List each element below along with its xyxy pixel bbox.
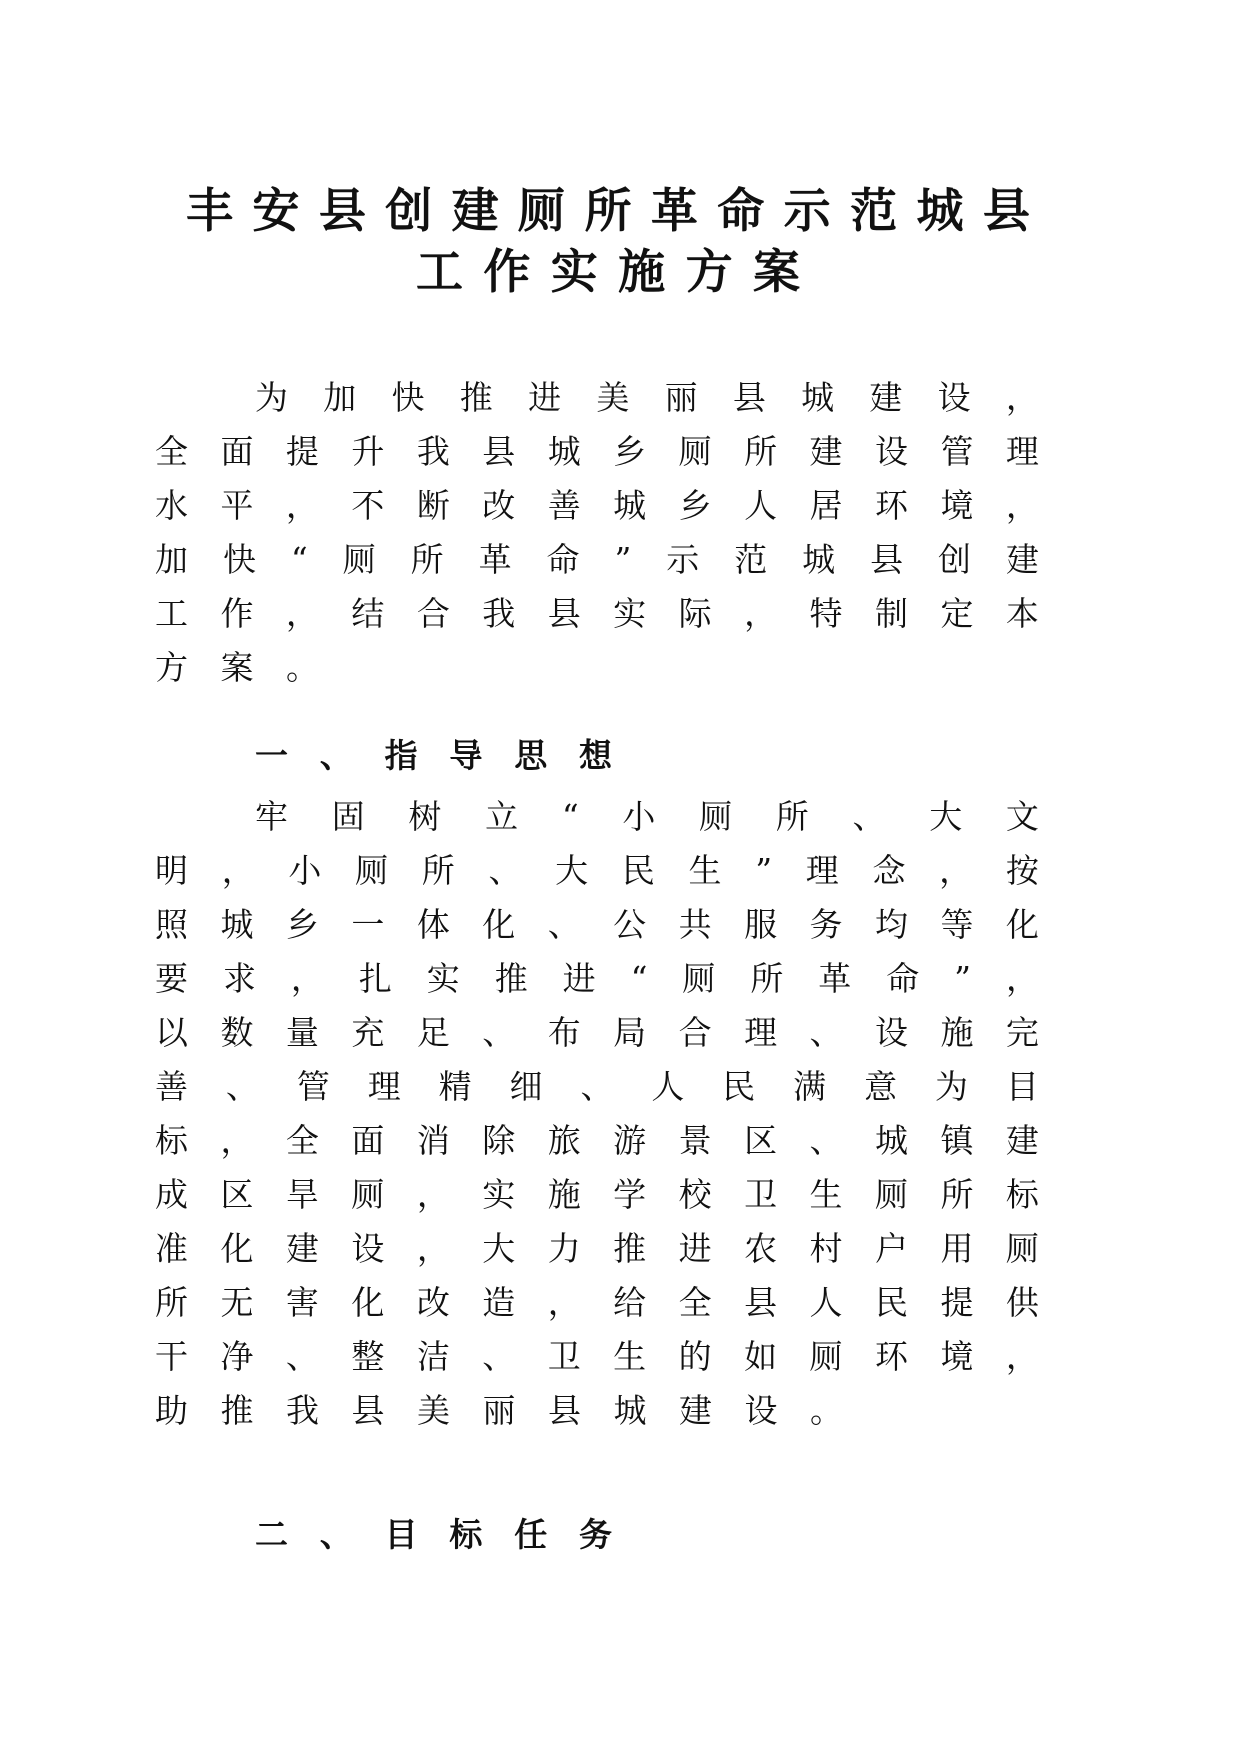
text-char: “ (561, 797, 579, 836)
text-char: 精 (438, 1067, 472, 1106)
text-char: 造 (482, 1283, 516, 1322)
text-char: 进 (678, 1229, 712, 1268)
text-char: ， (1005, 486, 1039, 525)
text-char: 成 (155, 1175, 188, 1214)
text-char: 理 (805, 851, 839, 890)
text-char: 实 (482, 1175, 516, 1214)
text-char: 厕 (874, 1175, 908, 1214)
text-char: 扎 (358, 959, 392, 998)
text-char: 厕 (682, 959, 716, 998)
text-char: 。 (810, 1391, 843, 1430)
text-char: 导 (449, 736, 483, 775)
text-char: 化 (351, 1283, 385, 1322)
text-char: 城 (916, 184, 964, 239)
text-char: 一 (255, 736, 288, 775)
section1-line (155, 1389, 1039, 1433)
intro-line (155, 430, 1039, 474)
text-char: 目 (384, 1515, 418, 1554)
text-char: 生 (688, 851, 722, 890)
text-char: 游 (613, 1121, 647, 1160)
text-char: 卫 (547, 1337, 581, 1376)
text-char: 标 (449, 1515, 483, 1554)
text-char: 农 (744, 1229, 778, 1268)
text-char: 村 (809, 1229, 843, 1268)
text-char: 本 (1005, 594, 1039, 633)
text-char: 乡 (285, 905, 319, 944)
text-char: 旅 (547, 1121, 581, 1160)
text-char: 准 (155, 1229, 188, 1268)
text-char: 设 (937, 378, 971, 417)
text-char: 善 (155, 1067, 188, 1106)
intro-line (155, 646, 1039, 690)
text-char: 所 (155, 1283, 188, 1322)
text-char: 按 (1005, 851, 1039, 890)
text-char: 建 (451, 184, 499, 239)
text-char: 、 (319, 1515, 353, 1554)
text-char: 命 (717, 184, 765, 239)
text-char: ， (416, 1175, 450, 1214)
text-char: 城 (802, 540, 836, 579)
text-char: 。 (286, 648, 319, 687)
text-char: 推 (459, 378, 493, 417)
text-char: 树 (408, 797, 442, 836)
text-char: 革 (650, 184, 698, 239)
text-char: 升 (351, 432, 385, 471)
text-char: 厕 (1005, 1229, 1039, 1268)
text-char: 化 (482, 905, 516, 944)
text-char: 设 (351, 1229, 385, 1268)
text-char: 固 (331, 797, 365, 836)
text-char: 细 (509, 1067, 543, 1106)
text-char: 所 (410, 540, 444, 579)
text-char: 进 (562, 959, 596, 998)
text-char: 目 (1005, 1067, 1039, 1106)
text-char: 改 (416, 1283, 450, 1322)
text-char: 方 (685, 245, 733, 300)
text-char: 校 (678, 1175, 712, 1214)
text-char: ” (755, 851, 773, 890)
text-char: 施 (547, 1175, 581, 1214)
text-char: 面 (351, 1121, 385, 1160)
text-char: 面 (220, 432, 254, 471)
text-char: ， (221, 851, 255, 890)
text-char: 照 (155, 905, 188, 944)
text-char: 体 (416, 905, 450, 944)
text-char: ， (547, 1283, 581, 1322)
text-char: 满 (793, 1067, 827, 1106)
text-char: 的 (678, 1337, 712, 1376)
text-char: 县 (547, 594, 581, 633)
text-char: ， (285, 594, 319, 633)
text-char: 大 (482, 1229, 516, 1268)
text-char: 加 (155, 540, 188, 579)
text-char: 环 (874, 486, 908, 525)
text-char: 服 (744, 905, 778, 944)
text-char: 工 (416, 245, 463, 300)
text-char: 境 (940, 486, 974, 525)
text-char: 加 (323, 378, 357, 417)
text-char: 县 (482, 432, 516, 471)
section1-line (155, 1335, 1039, 1379)
text-char: 快 (222, 540, 256, 579)
text-char: 断 (416, 486, 450, 525)
text-char: 为 (255, 378, 288, 417)
text-char: 推 (220, 1391, 254, 1430)
text-char: 、 (809, 1121, 843, 1160)
text-char: 厕 (678, 432, 712, 471)
text-char: 给 (613, 1283, 647, 1322)
text-char: 除 (482, 1121, 516, 1160)
text-char: 合 (416, 594, 450, 633)
text-char: 明 (155, 851, 188, 890)
text-char: 均 (874, 905, 908, 944)
section1-line (155, 849, 1039, 893)
text-char: 局 (613, 1013, 647, 1052)
text-char: 方 (155, 648, 188, 687)
text-char: 设 (744, 1391, 778, 1430)
text-char: 如 (744, 1337, 778, 1376)
text-char: 推 (613, 1229, 647, 1268)
text-char: 一 (351, 905, 385, 944)
text-char: 水 (155, 486, 188, 525)
section1-line (155, 1173, 1039, 1217)
text-char: 务 (578, 1515, 612, 1554)
text-char: ” (954, 959, 971, 998)
text-char: 完 (1005, 1013, 1039, 1052)
text-char: 生 (613, 1337, 647, 1376)
text-char: 县 (318, 184, 366, 239)
text-char: 管 (296, 1067, 330, 1106)
text-char: 、 (319, 736, 353, 775)
text-char: 县 (351, 1391, 385, 1430)
text-char: 充 (351, 1013, 385, 1052)
text-char: 干 (155, 1337, 188, 1376)
text-char: 景 (678, 1121, 712, 1160)
text-char: 范 (734, 540, 768, 579)
text-char: 消 (416, 1121, 450, 1160)
text-char: 案 (220, 648, 254, 687)
text-char: 二 (255, 1515, 288, 1554)
text-char: 厕 (351, 1175, 385, 1214)
text-char: 结 (351, 594, 385, 633)
text-char: 作 (483, 245, 531, 300)
text-char: 建 (679, 1391, 712, 1430)
text-char: 建 (285, 1229, 319, 1268)
text-char: ， (1005, 1337, 1039, 1376)
text-char: ， (1005, 959, 1039, 998)
text-char: 足 (416, 1013, 450, 1052)
text-char: 数 (220, 1013, 254, 1052)
text-char: 平 (220, 486, 254, 525)
text-char: 所 (750, 959, 784, 998)
text-char: 管 (940, 432, 974, 471)
text-char: ， (1005, 378, 1039, 417)
text-char: 、 (482, 1013, 516, 1052)
intro-line (155, 538, 1039, 582)
text-char: 作 (220, 594, 254, 633)
text-char: 洁 (416, 1337, 450, 1376)
text-char: 特 (809, 594, 843, 633)
text-char: 厕 (699, 797, 733, 836)
section1-line (155, 903, 1039, 947)
section1-line (155, 1281, 1039, 1325)
text-char: 、 (547, 905, 581, 944)
text-char: 案 (752, 245, 800, 300)
text-char: 人 (744, 486, 778, 525)
section1-line (255, 795, 1039, 839)
text-char: 县 (548, 1391, 581, 1430)
text-char: 生 (809, 1175, 843, 1214)
text-char: 境 (940, 1337, 974, 1376)
text-char: 城 (220, 905, 254, 944)
text-char: 建 (1005, 1121, 1039, 1160)
text-char: 创 (938, 540, 971, 579)
text-char: 设 (874, 1013, 908, 1052)
text-char: 施 (618, 245, 666, 300)
text-char: ， (290, 959, 324, 998)
text-char: 所 (744, 432, 778, 471)
text-char: 要 (155, 959, 188, 998)
text-char: 民 (621, 851, 655, 890)
text-char: ， (220, 1121, 254, 1160)
text-char: 县 (732, 378, 766, 417)
text-char: 县 (982, 184, 1030, 239)
section-heading-goals (255, 1513, 612, 1557)
text-char: 定 (940, 594, 974, 633)
text-char: 美 (417, 1391, 450, 1430)
text-char: 镇 (940, 1121, 974, 1160)
text-char: 整 (351, 1337, 385, 1376)
text-char: 区 (220, 1175, 254, 1214)
text-char: 卫 (744, 1175, 778, 1214)
text-char: 人 (809, 1283, 843, 1322)
text-char: 革 (478, 540, 512, 579)
text-char: 区 (744, 1121, 778, 1160)
text-char: 全 (285, 1121, 319, 1160)
text-char: 小 (622, 797, 656, 836)
text-char: 任 (514, 1515, 548, 1554)
text-char: 创 (385, 184, 433, 239)
text-char: 安 (252, 184, 300, 239)
text-char: 供 (1005, 1283, 1039, 1322)
text-char: 意 (864, 1067, 898, 1106)
text-char: 量 (285, 1013, 319, 1052)
text-char: 丽 (664, 378, 698, 417)
text-char: 户 (874, 1229, 908, 1268)
text-char: 制 (874, 594, 908, 633)
text-char: 所 (584, 184, 632, 239)
text-char: 城 (613, 1391, 647, 1430)
text-char: 念 (872, 851, 906, 890)
text-char: 文 (1005, 797, 1039, 836)
text-char: 、 (852, 797, 886, 836)
text-char: 理 (367, 1067, 401, 1106)
text-char: 以 (155, 1013, 188, 1052)
section-heading-guiding-thought (255, 734, 612, 778)
text-char: 求 (222, 959, 256, 998)
text-char: 化 (1005, 905, 1039, 944)
text-char: 民 (874, 1283, 908, 1322)
text-char: 丽 (482, 1391, 516, 1430)
text-char: 布 (547, 1013, 581, 1052)
text-char: 乡 (613, 432, 647, 471)
text-char: 助 (155, 1391, 188, 1430)
text-char: 、 (482, 1337, 516, 1376)
text-char: 人 (651, 1067, 685, 1106)
text-char: 厕 (809, 1337, 843, 1376)
text-char: 命 (886, 959, 920, 998)
text-char: 居 (809, 486, 843, 525)
text-char: 牢 (255, 797, 288, 836)
text-char: 实 (426, 959, 460, 998)
text-char: 范 (850, 184, 898, 239)
text-char: 美 (596, 378, 630, 417)
text-char: 学 (613, 1175, 647, 1214)
text-char: 县 (870, 540, 904, 579)
text-char: 所 (421, 851, 455, 890)
text-char: 大 (929, 797, 963, 836)
section1-line (155, 1011, 1039, 1055)
text-char: 全 (678, 1283, 712, 1322)
text-char: 建 (1005, 540, 1039, 579)
title-line-2 (416, 243, 800, 303)
text-char: ” (614, 540, 632, 579)
text-char: 不 (351, 486, 385, 525)
text-char: 厕 (355, 851, 389, 890)
text-char: ， (744, 594, 778, 633)
text-char: 施 (940, 1013, 974, 1052)
text-char: 用 (940, 1229, 974, 1268)
text-char: 思 (514, 736, 548, 775)
text-char: 我 (482, 594, 516, 633)
text-char: 建 (809, 432, 843, 471)
text-char: 厕 (342, 540, 376, 579)
text-char: 指 (384, 736, 418, 775)
text-char: 际 (678, 594, 712, 633)
text-char: 等 (940, 905, 974, 944)
text-char: 所 (940, 1175, 974, 1214)
text-char: 城 (547, 432, 581, 471)
text-char: 示 (783, 184, 831, 239)
text-char: 乡 (678, 486, 712, 525)
text-char: 提 (285, 432, 319, 471)
text-char: ， (416, 1229, 450, 1268)
text-char: 民 (722, 1067, 756, 1106)
intro-line (155, 484, 1039, 528)
section1-line (155, 1227, 1039, 1271)
intro-line (155, 592, 1039, 636)
text-char: 所 (775, 797, 809, 836)
text-char: 想 (578, 736, 612, 775)
text-char: 工 (155, 594, 188, 633)
text-char: 化 (220, 1229, 254, 1268)
intro-line (255, 376, 1039, 420)
text-char: 城 (613, 486, 647, 525)
text-char: 进 (528, 378, 562, 417)
text-char: 旱 (285, 1175, 319, 1214)
text-char: 实 (550, 245, 598, 300)
text-char: 快 (391, 378, 425, 417)
text-char: 城 (874, 1121, 908, 1160)
text-char: 设 (874, 432, 908, 471)
text-char: 、 (285, 1337, 319, 1376)
text-char: 善 (547, 486, 581, 525)
text-char: 、 (809, 1013, 843, 1052)
text-char: 城 (801, 378, 835, 417)
text-char: 丰 (186, 184, 233, 239)
text-char: 标 (1005, 1175, 1039, 1214)
text-char: 合 (678, 1013, 712, 1052)
text-char: 为 (934, 1067, 968, 1106)
text-char: 全 (155, 432, 188, 471)
text-char: 命 (546, 540, 580, 579)
text-char: 环 (874, 1337, 908, 1376)
text-char: 推 (494, 959, 528, 998)
text-char: 立 (485, 797, 519, 836)
text-char: 大 (555, 851, 589, 890)
text-char: 务 (809, 905, 843, 944)
text-char: 标 (155, 1121, 188, 1160)
text-char: “ (290, 540, 308, 579)
text-char: 公 (613, 905, 647, 944)
text-char: 我 (286, 1391, 319, 1430)
text-char: 力 (547, 1229, 581, 1268)
text-char: 理 (1005, 432, 1039, 471)
text-char: 厕 (518, 184, 566, 239)
section1-line (155, 957, 1039, 1001)
text-char: 、 (488, 851, 522, 890)
text-char: 革 (818, 959, 852, 998)
text-char: 我 (416, 432, 450, 471)
text-char: 、 (225, 1067, 259, 1106)
text-char: 共 (678, 905, 712, 944)
text-char: 实 (613, 594, 647, 633)
text-char: 提 (940, 1283, 974, 1322)
text-char: 改 (482, 486, 516, 525)
text-char: 害 (285, 1283, 319, 1322)
title-line-1 (186, 182, 1030, 242)
text-char: ， (939, 851, 973, 890)
text-char: 示 (666, 540, 700, 579)
text-char: 理 (744, 1013, 778, 1052)
section1-line (155, 1065, 1039, 1109)
text-char: 净 (220, 1337, 254, 1376)
section1-line (155, 1119, 1039, 1163)
text-char: 建 (869, 378, 903, 417)
text-char: 县 (744, 1283, 778, 1322)
text-char: “ (630, 959, 648, 998)
text-char: 无 (220, 1283, 254, 1322)
text-char: ， (285, 486, 319, 525)
text-char: 小 (288, 851, 322, 890)
text-char: 、 (580, 1067, 614, 1106)
